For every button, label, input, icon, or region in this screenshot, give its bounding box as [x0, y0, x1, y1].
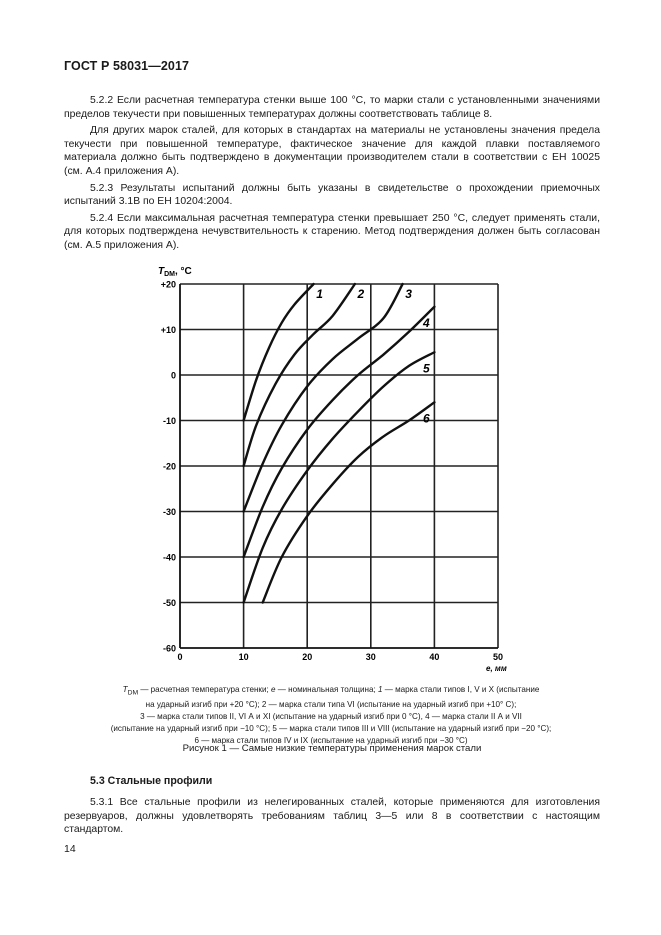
series-label-1: 1 — [316, 287, 323, 301]
legend-text: — номинальная толщина; — [275, 685, 378, 694]
x-tick-label: 20 — [302, 652, 313, 662]
document-header: ГОСТ Р 58031—2017 — [64, 59, 190, 73]
x-axis-title: e, мм — [486, 664, 507, 673]
y-tick-label: +10 — [160, 325, 176, 335]
figure-caption: Рисунок 1 — Самые низкие температуры применения марок стали — [182, 743, 482, 754]
y-title-symbol: T — [158, 266, 165, 277]
legend-symbol-sub: DM — [127, 689, 139, 697]
x-tick-label: 30 — [365, 652, 376, 662]
figure-legend — [70, 684, 592, 747]
page-number: 14 — [64, 843, 76, 855]
series-curve-1 — [244, 284, 314, 421]
y-tick-label: -60 — [162, 643, 176, 654]
figure-1-chart — [140, 260, 520, 680]
series-label-5: 5 — [423, 361, 430, 376]
y-tick-label: -10 — [162, 416, 176, 426]
series-label-3: 3 — [405, 287, 412, 301]
legend-line-5: 6 — марка стали типов IV и IX (испытание на ударный изгиб при −30 °С) — [194, 735, 468, 745]
y-title-sub: DM — [164, 271, 175, 278]
series-curve-6 — [263, 402, 435, 602]
paragraph-5-3-1: 5.3.1 Все стальные профили из нелегированных сталей, которые применяются для изготовления резервуаров, должны удовлетворять требованиям таблиц 3—5 или 8 в соответствии с настоящим стандартом. — [64, 797, 600, 836]
y-tick-label: -20 — [162, 461, 176, 472]
y-axis-title — [158, 266, 192, 278]
series-label-6: 6 — [423, 411, 430, 426]
y-tick-label: 0 — [170, 370, 176, 381]
legend-line-3: 3 — марка стали типов II, VI А и XI (испытание на ударный изгиб при 0 °С), 4 — марка стали II А и VII — [140, 712, 522, 722]
paragraph-5-2-4: 5.2.4 Если максимальная расчетная температура стенки превышает 250 °С, следует применять стали, для которых подтверждена нечувствительность к старению. Метод подтверждения должен быть согласован (см. А.5 приложения А). — [64, 212, 600, 251]
legend-line-2: на ударный изгиб при +20 °С); 2 — марка стали типа VI (испытание на ударный изгиб при +10° С); — [145, 700, 517, 710]
x-tick-label: 10 — [238, 652, 249, 662]
chart-svg — [140, 260, 520, 680]
chart-series — [244, 284, 435, 603]
paragraph-5-2-3: 5.2.3 Результаты испытаний должны быть указаны в свидетельстве о прохождении приемочных испытаний 3.1В по ЕН 10204:2004. — [64, 182, 600, 208]
section-heading: 5.3 Стальные профили — [90, 775, 213, 787]
y-tick-label: -50 — [162, 598, 176, 608]
body-text-section — [64, 94, 600, 256]
series-label-2: 2 — [357, 287, 365, 301]
x-tick-label: 50 — [492, 652, 504, 662]
paragraph-5-2-2: 5.2.2 Если расчетная температура стенки выше 100 °С, то марки стали с установленными значениями пределов текучести при повышенных температурах должны соответствовать таблице 8. — [64, 95, 600, 120]
y-title-unit: , °С — [175, 266, 192, 277]
section-body — [64, 796, 600, 840]
series-label-4: 4 — [423, 315, 430, 330]
y-tick-label: -30 — [162, 507, 176, 517]
legend-text: — марка стали типов I, V и X (испытание — [382, 685, 540, 694]
paragraph-steel-yield: Для других марок сталей, для которых в стандартах на материалы не установлены значения предела текучести при повышенной температуре, фактическое значение для каждой плавки поставляемого материала должно быть подтверждено в документации производителем стали в соответствии с ЕН 10025 (см. А.4 приложения А). — [64, 125, 600, 177]
legend-symbol-t: T — [122, 685, 128, 694]
y-tick-label: -40 — [162, 552, 176, 563]
legend-symbol-e: е — [271, 685, 276, 694]
legend-text: — расчетная температура стенки; — [138, 685, 271, 694]
y-tick-label: +20 — [160, 279, 176, 290]
chart-grid — [180, 284, 498, 648]
x-tick-label: 0 — [177, 652, 183, 662]
x-tick-label: 40 — [429, 652, 440, 662]
legend-line-4: (испытание на ударный изгиб при −10 °С); 5 — марка стали типов III и VIII (испытание на ударный изгиб при −20 °С); — [110, 724, 552, 733]
legend-line-1 — [70, 684, 592, 699]
legend-number: 1 — [378, 685, 383, 694]
chart-labels — [158, 266, 507, 673]
